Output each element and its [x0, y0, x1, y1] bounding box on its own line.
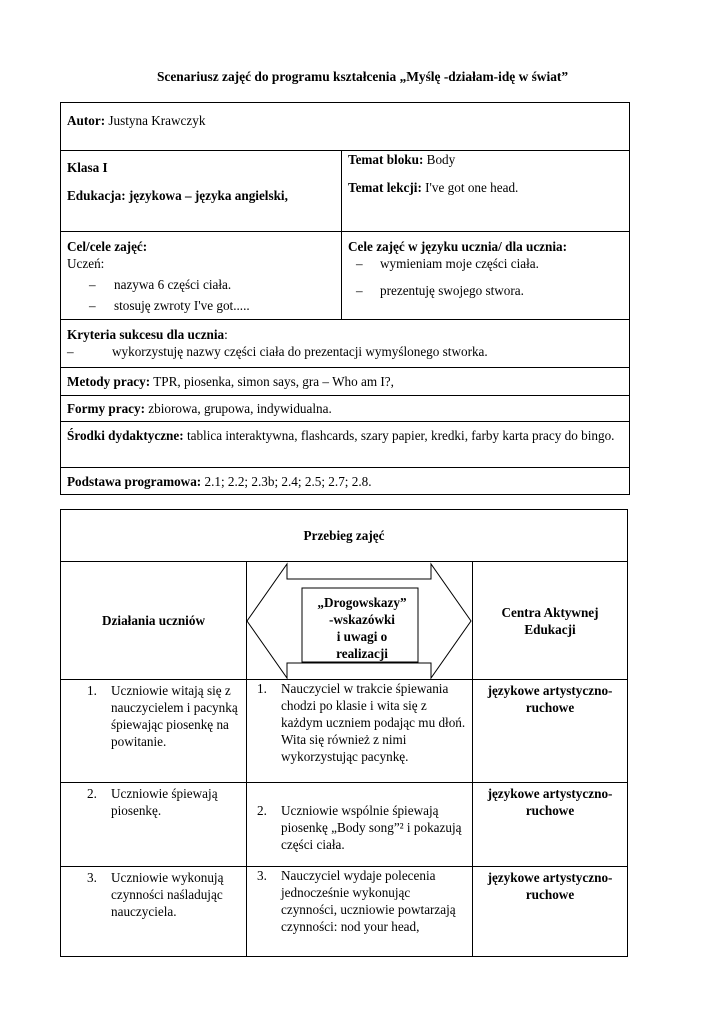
- formy-cell: [61, 396, 630, 422]
- cele-item: – nazywa 6 części ciała.: [67, 276, 335, 293]
- step-number: 2.: [257, 803, 267, 818]
- drogowskazy-line: „Drogowskazy”: [317, 595, 407, 610]
- temat-lekcji-label: Temat lekcji:: [348, 180, 422, 195]
- uczniowie-text: Uczniowie wykonują czynności naśladując nauczyciela.: [111, 870, 224, 919]
- cele-jezyk-item: – wymieniam moje części ciała.: [348, 255, 623, 272]
- uwagi-text: Nauczyciel wydaje polecenia jednocześnie wykonując czynności, uczniowie powtarzają czynności: nod your head,: [281, 868, 456, 934]
- step-number: 3.: [87, 870, 97, 885]
- temat-bloku-value: Body: [423, 152, 456, 167]
- kryteria-item: – wykorzystuję nazwy części ciała do prezentacji wymyślonego stworka.: [67, 343, 623, 360]
- cele-label: Cel/cele zajęć:: [67, 239, 148, 254]
- centra-text: językowe artystyczno-ruchowe: [473, 783, 628, 867]
- drogowskazy-header: [247, 562, 473, 680]
- przebieg-table: [60, 509, 628, 957]
- step-number: 3.: [257, 868, 267, 883]
- metody-value: TPR, piosenka, simon says, gra – Who am I?,: [150, 374, 394, 389]
- temat-lekcji-value: I've got one head.: [421, 180, 519, 195]
- uczniowie-text: Uczniowie witają się z nauczycielem i pacynką śpiewając piosenkę na powitanie.: [111, 683, 238, 749]
- step-number: 1.: [257, 681, 267, 696]
- table-row: [61, 680, 628, 783]
- podstawa-label: Podstawa programowa:: [67, 474, 202, 489]
- drogowskazy-line: -wskazówki: [329, 612, 395, 627]
- temat-cell: [342, 151, 630, 232]
- uwagi-text: Nauczyciel w trakcie śpiewania chodzi po klasie i wita się z każdym uczniem podając mu dłoń. Wita się również z nimi wykorzystując pacynkę.: [281, 681, 466, 764]
- step-number: 1.: [87, 683, 97, 698]
- table-row: [61, 783, 628, 867]
- srodki-value: tablica interaktywna, flashcards, szary papier, kredki, farby karta pracy do bingo.: [183, 428, 615, 443]
- metody-cell: [61, 368, 630, 396]
- cele-jezyk-cell: [342, 232, 630, 320]
- formy-value: zbiorowa, grupowa, indywidualna.: [145, 401, 332, 416]
- centra-text: językowe artystyczno-ruchowe: [473, 867, 628, 957]
- srodki-label: Środki dydaktyczne:: [67, 428, 184, 443]
- uwagi-text: Uczniowie wspólnie śpiewają piosenkę „Body song”² i pokazują części ciała.: [281, 803, 462, 852]
- cele-jezyk-label: Cele zajęć w języku ucznia/ dla ucznia:: [348, 239, 568, 254]
- uczniowie-text: Uczniowie śpiewają piosenkę.: [111, 786, 218, 818]
- centra-text: językowe artystyczno-ruchowe: [473, 680, 628, 783]
- podstawa-value: 2.1; 2.2; 2.3b; 2.4; 2.5; 2.7; 2.8.: [201, 474, 372, 489]
- uwagi-step: [237, 867, 466, 935]
- formy-label: Formy pracy:: [67, 401, 145, 416]
- step-number: 2.: [87, 786, 97, 801]
- uwagi-step: [237, 680, 466, 765]
- autor-value: Justyna Krawczyk: [105, 113, 206, 128]
- cele-cell: [61, 232, 342, 320]
- kryteria-cell: [61, 320, 630, 368]
- uczen-label: Uczeń:: [67, 256, 105, 271]
- drogowskazy-line: realizacji: [336, 646, 388, 661]
- autor-label: Autor:: [67, 113, 106, 128]
- cele-item: – stosuję zwroty I've got.....: [67, 297, 335, 314]
- cele-jezyk-item: – prezentuję swojego stwora.: [348, 282, 623, 299]
- edukacja: Edukacja: językowa – języka angielski,: [67, 188, 288, 203]
- kryteria-colon: :: [224, 327, 228, 342]
- uczniowie-step: [67, 682, 240, 750]
- klasa: Klasa I: [67, 160, 108, 175]
- document-title: Scenariusz zajęć do programu kształcenia „Myślę -działam-idę w świat”: [156, 69, 569, 84]
- col-centra-header: Centra Aktywnej Edukacji: [473, 562, 628, 680]
- przebieg-header: Przebieg zajęć: [61, 510, 628, 562]
- kryteria-label: Kryteria sukcesu dla ucznia: [67, 327, 225, 342]
- uwagi-step: [237, 802, 466, 853]
- col-dzialania-header: Działania uczniów: [61, 562, 247, 680]
- lesson-info-table: [60, 102, 630, 495]
- podstawa-cell: [61, 468, 630, 495]
- drogowskazy-line: i uwagi o: [336, 629, 388, 644]
- uczniowie-step: [67, 869, 240, 920]
- temat-bloku-label: Temat bloku:: [348, 152, 424, 167]
- srodki-cell: [61, 422, 630, 468]
- klasa-cell: [61, 151, 342, 232]
- drogowskazy-label: [307, 594, 417, 662]
- metody-label: Metody pracy:: [67, 374, 151, 389]
- table-row: [61, 867, 628, 957]
- autor-cell: [61, 103, 630, 151]
- uczniowie-step: [67, 785, 240, 819]
